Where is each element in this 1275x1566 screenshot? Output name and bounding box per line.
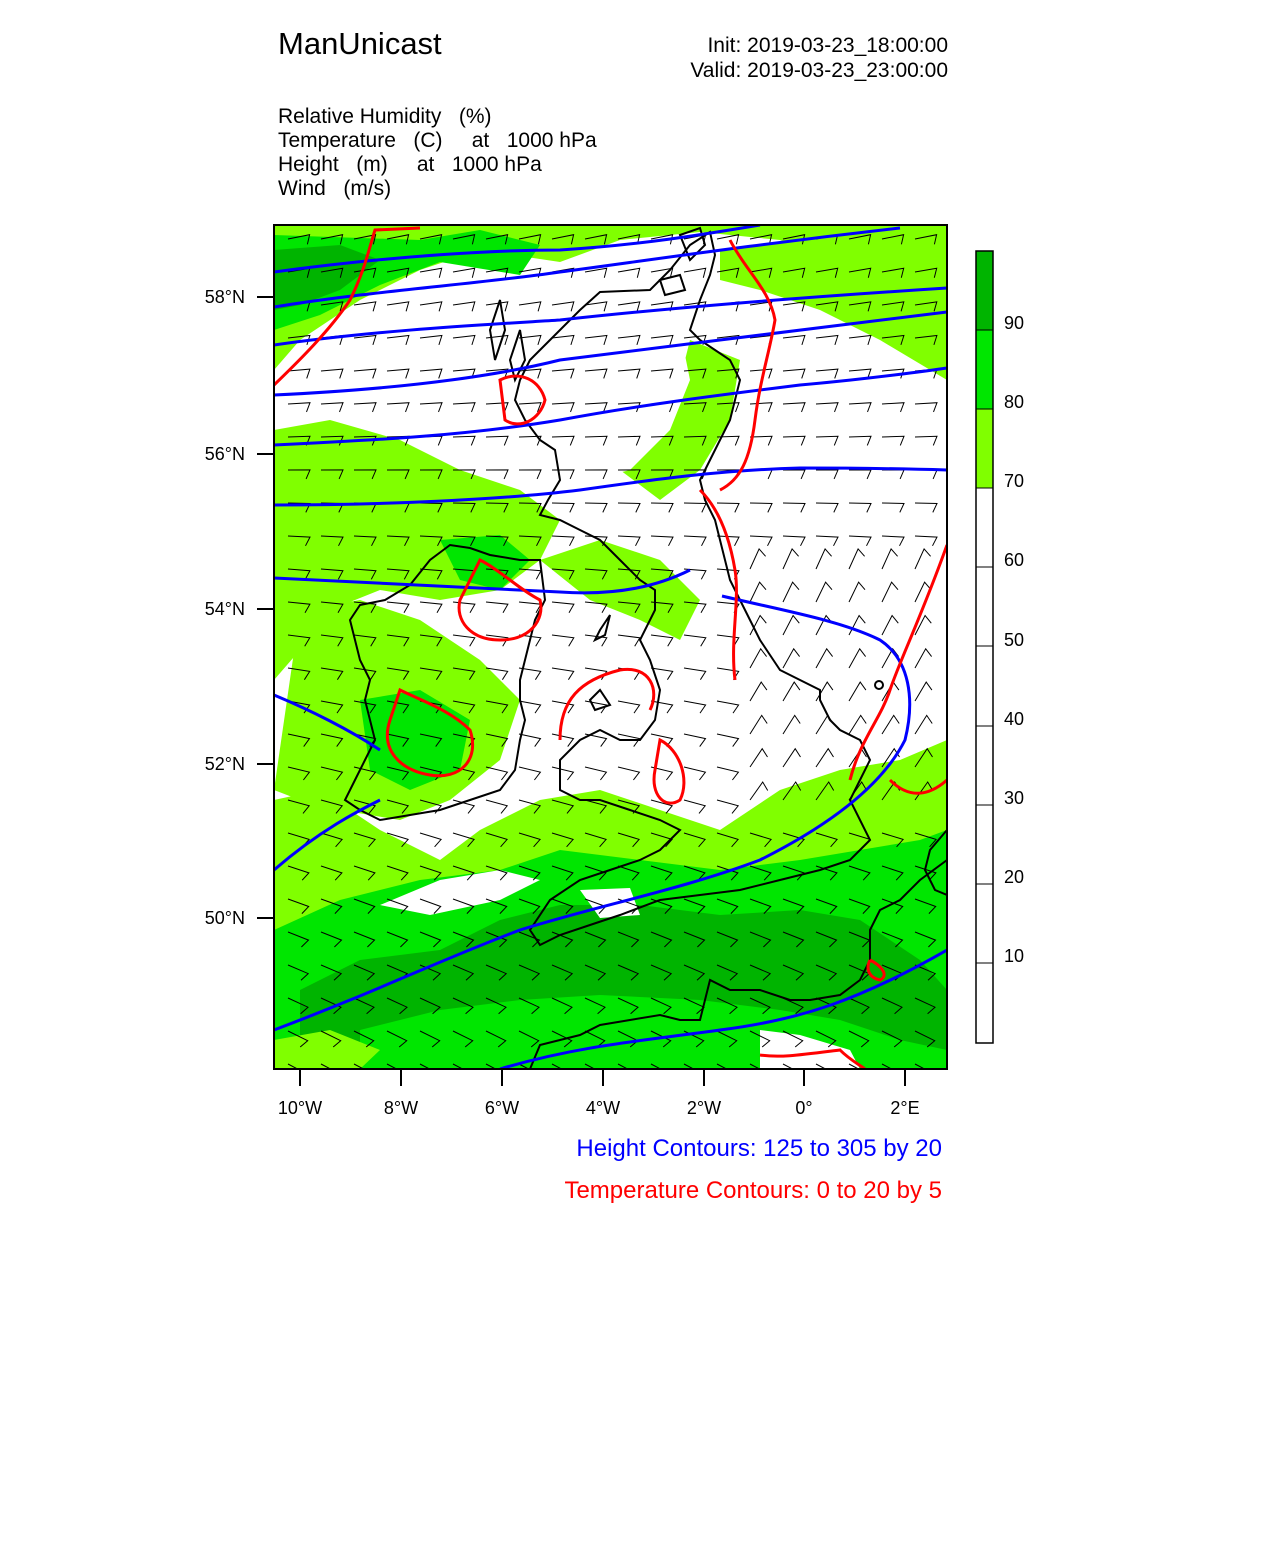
colorbar-bin-80 [976,330,993,409]
init-time: Init: 2019-03-23_18:00:00 [707,34,948,57]
colorbar-bin-white [976,488,993,1043]
colorbar-bin-90 [976,251,993,330]
lon-label-6w: 6°W [484,1098,520,1118]
colorbar-label: 50 [1004,630,1025,650]
lon-label-2e: 2°E [890,1098,920,1118]
lon-label-8w: 8°W [383,1098,419,1118]
lon-label-4w: 4°W [585,1098,621,1118]
lat-label-54n: 54°N [204,599,245,619]
colorbar-label: 10 [1004,946,1025,966]
colorbar [976,251,993,1043]
lon-label-2w: 2°W [686,1098,722,1118]
colorbar-label: 20 [1004,867,1025,887]
colorbar-label: 40 [1004,709,1025,729]
colorbar-bin-70 [976,409,993,488]
lon-label-10w: 10°W [277,1098,323,1118]
field-label-height: Height (m) at 1000 hPa [278,153,542,176]
colorbar-label: 60 [1004,550,1025,570]
lat-label-58n: 58°N [204,287,245,307]
lon-label-0: 0° [795,1098,813,1118]
lat-label-52n: 52°N [204,754,245,774]
lat-label-56n: 56°N [204,444,245,464]
temperature-contour-note: Temperature Contours: 0 to 20 by 5 [564,1177,942,1204]
lat-label-50n: 50°N [204,908,245,928]
field-label-temperature: Temperature (C) at 1000 hPa [278,129,597,152]
colorbar-label: 70 [1004,471,1025,491]
height-contour-note: Height Contours: 125 to 305 by 20 [576,1135,942,1162]
field-label-rh: Relative Humidity (%) [278,105,492,128]
colorbar-label: 90 [1004,313,1025,333]
map-plot-area [274,225,947,1080]
field-label-wind: Wind (m/s) [278,177,392,200]
map-title: ManUnicast [278,26,442,61]
colorbar-label: 30 [1004,788,1025,808]
valid-time: Valid: 2019-03-23_23:00:00 [690,59,948,82]
colorbar-label: 80 [1004,392,1025,412]
